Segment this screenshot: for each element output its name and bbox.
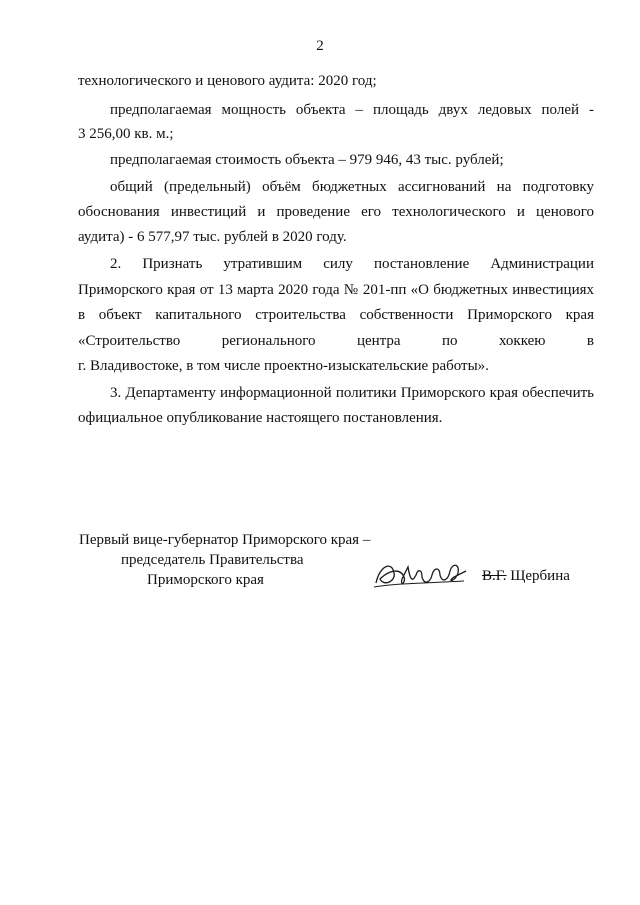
text-line-2: предполагаемая мощность объекта – площадь двух ледовых полей -	[110, 102, 594, 118]
text-line-3: 3 256,00 кв. м.;	[78, 126, 174, 142]
signatory-initials: В.Г.	[482, 568, 507, 584]
handwritten-signature	[370, 553, 470, 597]
text-line-5: общий (предельный) объём бюджетных ассигнований на подготовку	[110, 179, 594, 195]
text-line-13: 3. Департаменту информационной политики Приморского края обеспечить	[110, 385, 594, 401]
text-line-14: официальное опубликование настоящего постановления.	[78, 410, 443, 426]
text-line-6: обоснования инвестиций и проведение его технологического и ценового	[78, 204, 594, 220]
text-line-1: технологического и ценового аудита: 2020 год;	[78, 73, 377, 89]
signatory-title-line1: Первый вице-губернатор Приморского края –	[79, 532, 371, 548]
text-line-12: г. Владивостоке, в том числе проектно-изыскательские работы».	[78, 358, 489, 374]
signatory-title-line2: председатель Правительства	[121, 552, 304, 568]
text-line-9: Приморского края от 13 марта 2020 года № 201-пп «О бюджетных инвестициях	[78, 282, 594, 298]
text-line-8: 2. Признать утратившим силу постановление Администрации	[110, 256, 594, 272]
text-line-10: в объект капитального строительства собственности Приморского края	[78, 307, 594, 323]
signatory-surname: Щербина	[506, 568, 570, 584]
signatory-title-line3: Приморского края	[147, 572, 264, 588]
signatory-name	[482, 566, 570, 586]
text-line-11: «Строительство регионального центра по хоккею в	[78, 333, 594, 349]
text-line-4: предполагаемая стоимость объекта – 979 946, 43 тыс. рублей;	[110, 152, 504, 168]
page-number: 2	[316, 38, 324, 54]
text-line-7: аудита) - 6 577,97 тыс. рублей в 2020 году.	[78, 229, 347, 245]
